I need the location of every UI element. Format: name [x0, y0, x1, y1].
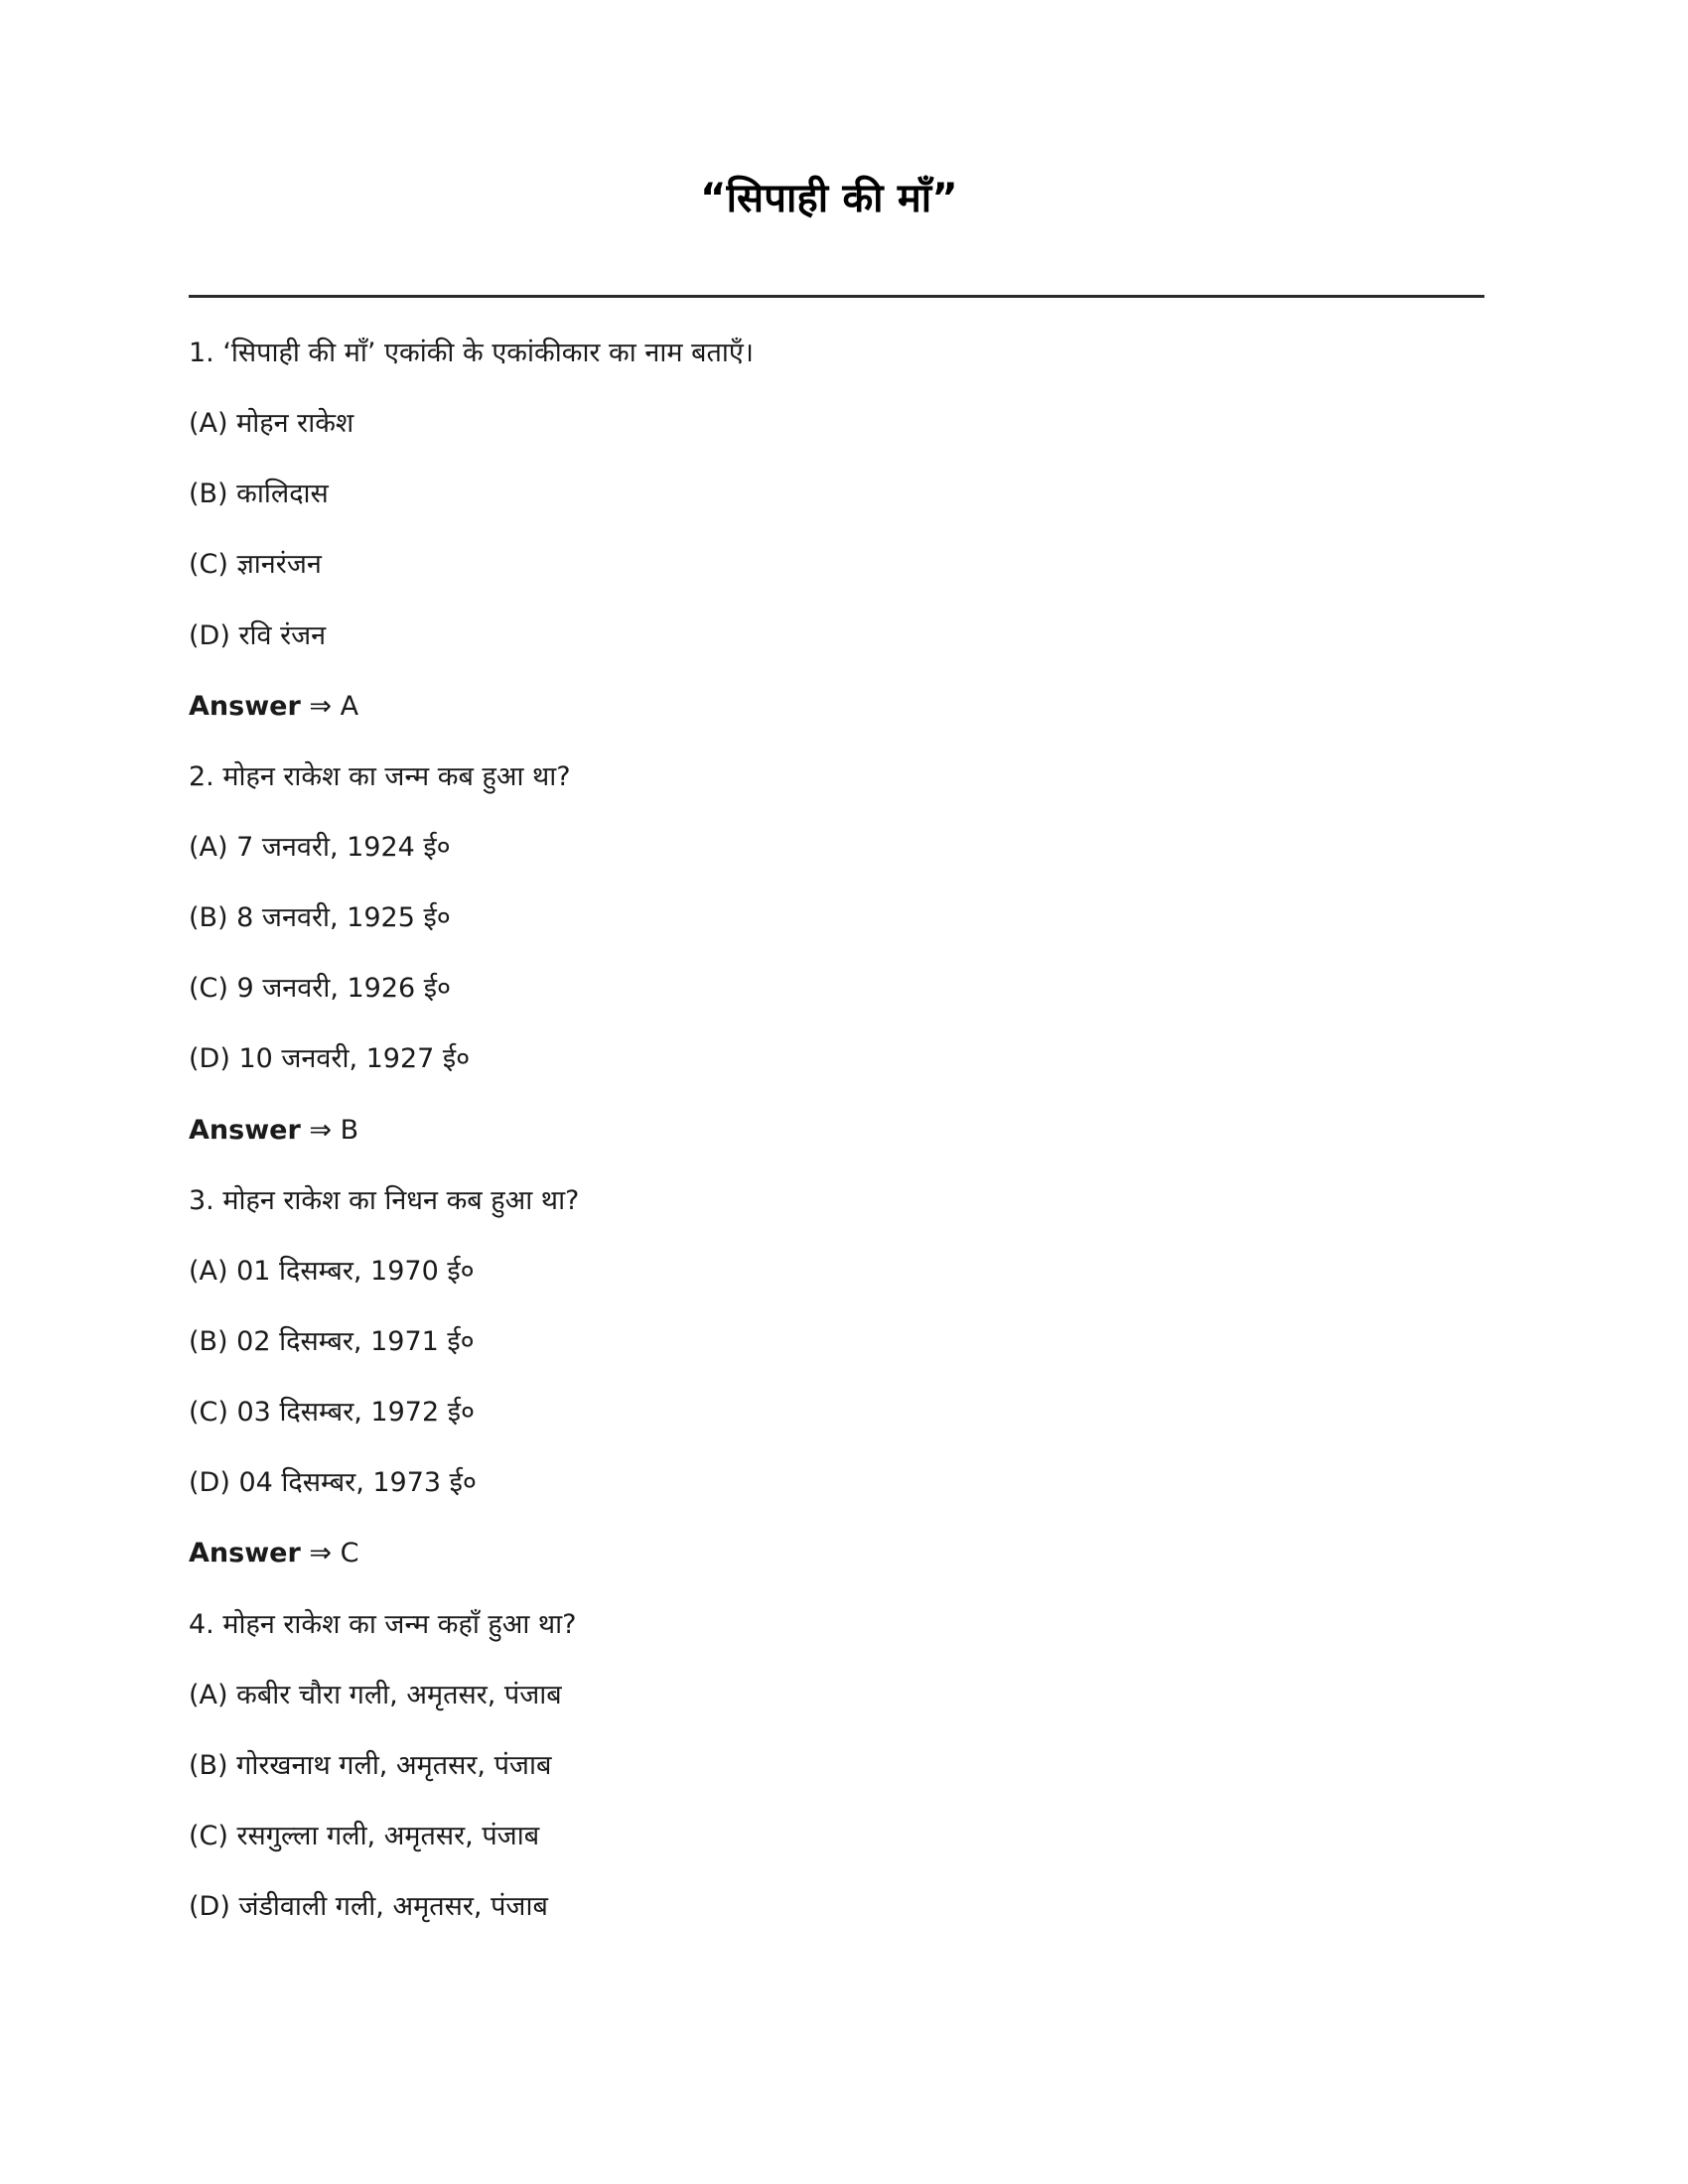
- question-text: 1. ‘सिपाही की माँ’ एकांकी के एकांकीकार का नाम बताएँ।: [189, 338, 755, 368]
- answer-row: [189, 1111, 1529, 1150]
- answer-arrow-icon: ⇒: [309, 690, 332, 722]
- answer-label: Answer: [189, 690, 301, 722]
- answer-row: [189, 687, 1529, 726]
- option-a[interactable]: (A) 01 दिसम्बर, 1970 ई०: [189, 1255, 475, 1287]
- option-a[interactable]: (A) मोहन राकेश: [189, 408, 354, 440]
- option-d[interactable]: (D) जंडीवाली गली, अमृतसर, पंजाब: [189, 1891, 548, 1923]
- option-a[interactable]: (A) कबीर चौरा गली, अमृतसर, पंजाब: [189, 1679, 562, 1710]
- option-d[interactable]: (D) 04 दिसम्बर, 1973 ई०: [189, 1467, 477, 1499]
- option-c[interactable]: (C) 9 जनवरी, 1926 ई०: [189, 973, 452, 1005]
- answer-value: B: [340, 1114, 359, 1146]
- answer-value: A: [340, 690, 359, 722]
- question-text: 4. मोहन राकेश का जन्म कहाँ हुआ था?: [189, 1608, 577, 1640]
- answer-arrow-icon: ⇒: [309, 1114, 332, 1146]
- option-b[interactable]: (B) 8 जनवरी, 1925 ई०: [189, 902, 451, 934]
- question-1: [189, 334, 1529, 726]
- option-c[interactable]: (C) 03 दिसम्बर, 1972 ई०: [189, 1397, 476, 1429]
- option-b[interactable]: (B) 02 दिसम्बर, 1971 ई०: [189, 1325, 475, 1357]
- option-a[interactable]: (A) 7 जनवरी, 1924 ई०: [189, 831, 451, 863]
- option-d[interactable]: (D) रवि रंजन: [189, 619, 327, 651]
- answer-arrow-icon: ⇒: [309, 1538, 332, 1570]
- option-c[interactable]: (C) ज्ञानरंजन: [189, 549, 322, 581]
- answer-value: C: [340, 1538, 359, 1570]
- answer-label: Answer: [189, 1538, 301, 1570]
- question-text: 3. मोहन राकेश का निधन कब हुआ था?: [189, 1184, 580, 1216]
- option-b[interactable]: (B) कालिदास: [189, 478, 329, 510]
- title-divider: [189, 295, 1484, 298]
- answer-label: Answer: [189, 1114, 301, 1146]
- answer-row: [189, 1534, 1529, 1572]
- option-b[interactable]: (B) गोरखनाथ गली, अमृतसर, पंजाब: [189, 1749, 552, 1781]
- page-title: “सिपाही की माँ”: [700, 176, 958, 221]
- question-3: [189, 1181, 1529, 1573]
- option-c[interactable]: (C) रसगुल्ला गली, अमृतसर, पंजाब: [189, 1820, 540, 1851]
- question-4: [189, 1605, 1529, 1927]
- question-2: [189, 757, 1529, 1150]
- option-d[interactable]: (D) 10 जनवरी, 1927 ई०: [189, 1043, 471, 1075]
- question-text: 2. मोहन राकेश का जन्म कब हुआ था?: [189, 760, 571, 792]
